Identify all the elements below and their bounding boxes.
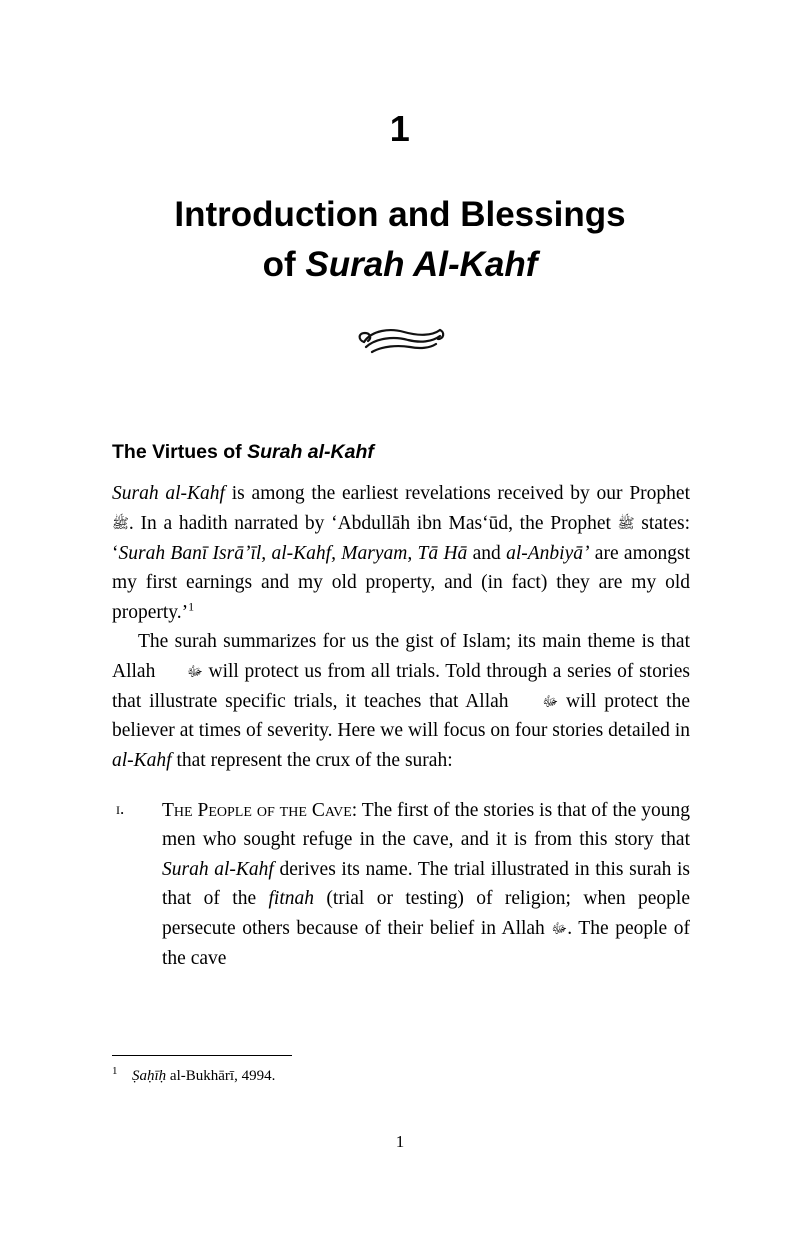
para2-text-c: will protect the believer at times of severity. Here we will focus on four stories detailed in: [112, 690, 690, 742]
footnote-entry: 1 Ṣaḥīḥ al-Bukhārī, 4994.: [112, 1065, 276, 1084]
para2-text-b: will protect us from all trials. Told through a series of stories that illustrate specific trials, it teaches that Allah: [112, 661, 690, 712]
section-heading-plain: The Virtues of: [112, 441, 248, 463]
para1-anbiya: al-Anbiyāʼ: [506, 542, 590, 564]
list-item-text-c: (trial or testing) of religion; when people persecute others because of their belief in Allah: [162, 888, 690, 940]
ornament-flourish-icon: [0, 320, 800, 360]
para1-text-d: states: ‘: [112, 512, 690, 564]
page-title: [110, 190, 690, 289]
paragraph-virtues: [112, 479, 690, 627]
list-item-text-b: derives its name. The trial illustrated in this surah is that of the: [162, 858, 690, 910]
para2-text-a: The surah summarizes for us the gist of Islam; its main theme is that Allah: [112, 631, 690, 683]
jalla-jalaluhu-glyph-icon: ﷻ: [542, 694, 559, 710]
jalla-jalaluhu-glyph-icon: ﷻ: [551, 922, 568, 938]
footnote-source-text: al-Bukhārī, 4994.: [166, 1068, 276, 1084]
list-item-text-d: . The people of the cave: [162, 918, 690, 969]
footnote-area: [112, 1055, 690, 1087]
list-item-italic-surah: Surah al-Kahf: [162, 858, 274, 880]
para1-surah-list: Surah Banī Isrāʼīl, al-Kahf, Maryam, Tā Hā: [118, 542, 468, 564]
para2-alkahf: al-Kahf: [112, 749, 172, 771]
chapter-title-line2-prefix: of: [262, 244, 306, 284]
list-item-italic-fitnah: fitnah: [268, 888, 315, 910]
list-item-text-a: : The first of the stories is that of the young men who sought refuge in the cave, and it is from this story that: [162, 799, 690, 851]
para1-text-h: are amongst my first earnings and my old property, and (in fact) they are my old property.’: [112, 542, 691, 623]
list-item: [112, 796, 690, 974]
paragraph-summary: [112, 627, 690, 775]
para1-surah-name: Surah al-Kahf: [112, 483, 225, 505]
chapter-title-line1: Introduction and Blessings: [174, 195, 626, 234]
page-number: 1: [395, 1132, 405, 1151]
jalla-jalaluhu-glyph-icon: ﷻ: [187, 665, 203, 681]
section-heading: [112, 440, 690, 465]
para2-text-e: that represent the crux of the surah:: [171, 749, 453, 771]
footnote-divider: [112, 1055, 292, 1056]
chapter-body: [112, 440, 690, 973]
list-item-title: The People of the Cave: [162, 799, 352, 821]
para1-text-f: and: [467, 542, 507, 564]
list-item-marker: i.: [116, 798, 125, 818]
para1-text-b: is among the earliest revelations received by our Prophet: [224, 483, 690, 505]
salutation-glyph-icon: ﷺ: [112, 516, 129, 532]
story-list: [112, 796, 690, 974]
para1-text-c: . In a hadith narrated by ‘Abdullāh ibn Mas‘ūd, the Prophet: [128, 512, 618, 534]
salutation-glyph-icon: ﷺ: [617, 516, 635, 532]
chapter-number: 1: [389, 108, 411, 149]
footnote-reference-1[interactable]: 1: [188, 599, 195, 614]
footnote-source-italic: Ṣaḥīḥ: [132, 1068, 167, 1084]
section-heading-italic: Surah al-Kahf: [247, 441, 374, 463]
chapter-title-line2-italic: Surah Al-Kahf: [305, 244, 538, 284]
